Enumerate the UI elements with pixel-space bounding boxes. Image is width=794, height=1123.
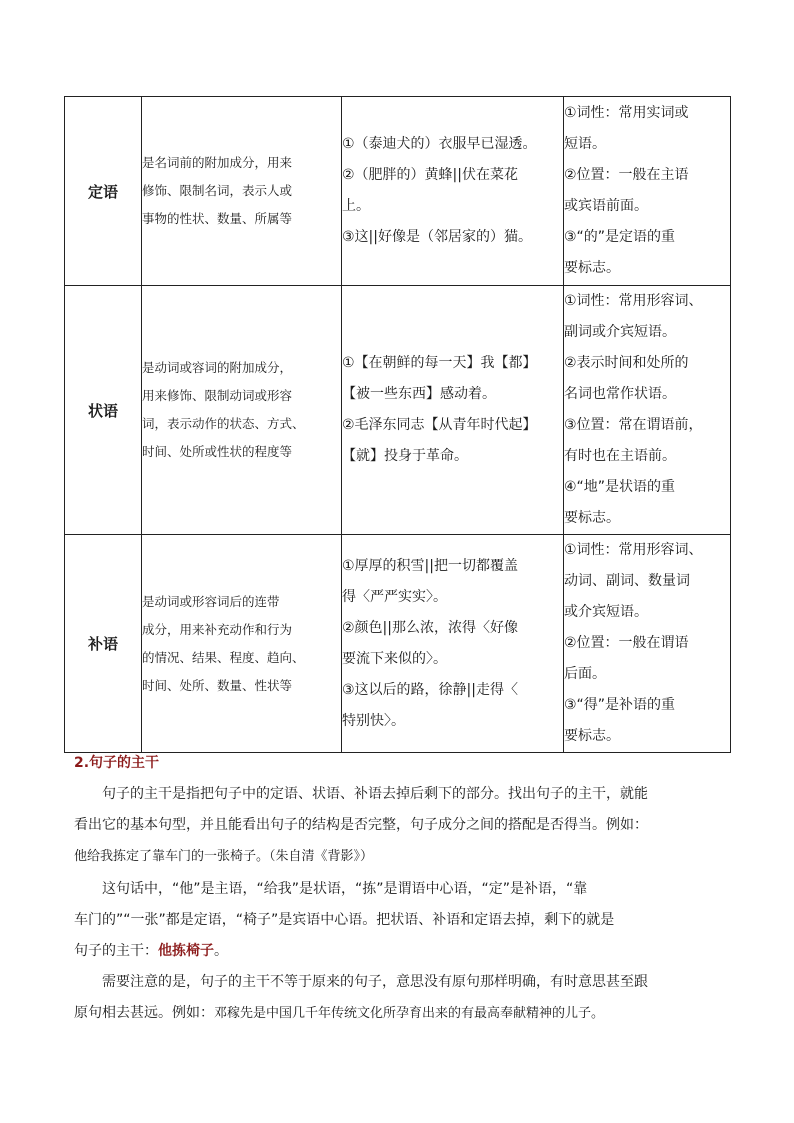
paragraph-line bbox=[74, 936, 724, 967]
definition-line: 时间、处所、数量、性状等 bbox=[142, 677, 293, 693]
section-heading: 2.句子的主干 bbox=[74, 755, 160, 771]
notes-line: ③“得”是补语的重 bbox=[564, 697, 676, 713]
table-row bbox=[65, 97, 731, 286]
example-line: 要流下来似的〉。 bbox=[342, 650, 447, 667]
text-span: 原句相去甚远。例如： bbox=[74, 1005, 214, 1021]
paragraph-line: 车门的”“一张”都是定语，“椅子”是宾语中心语。把状语、补语和定语去掉，剩下的就是 bbox=[74, 912, 615, 928]
term-cell: 状语 bbox=[65, 286, 142, 535]
paragraph bbox=[74, 967, 724, 1029]
definition-line: 是动词或容词的附加成分， bbox=[142, 360, 293, 375]
paragraph bbox=[74, 779, 724, 872]
definition-line: 事物的性状、数量、所属等 bbox=[142, 211, 293, 226]
table-row bbox=[65, 535, 731, 753]
table-row bbox=[65, 286, 731, 535]
notes-line: ③“的”是定语的重 bbox=[564, 229, 676, 245]
paragraph-line: 这句话中，“他”是主语，“给我”是状语，“拣”是谓语中心语，“定”是补语，“靠 bbox=[102, 881, 588, 897]
notes-line: 或宾语前面。 bbox=[564, 198, 648, 214]
example-line: ①厚厚的积雪||把一切都覆盖 bbox=[342, 557, 518, 574]
grammar-table bbox=[64, 96, 731, 753]
notes-line: ①词性：常用实词或 bbox=[564, 105, 689, 121]
notes-line: 要标志。 bbox=[564, 728, 620, 744]
definition-line: 是动词或形容词后的连带 bbox=[142, 593, 280, 609]
example-line: ③这||好像是（邻居家的）猫。 bbox=[342, 229, 532, 245]
notes-line: ②位置：一般在主语 bbox=[564, 167, 689, 183]
notes-line: ①词性：常用形容词、 bbox=[564, 293, 703, 309]
definition-cell bbox=[142, 97, 342, 286]
notes-line: ③位置：常在谓语前， bbox=[564, 417, 703, 433]
notes-cell bbox=[564, 286, 731, 535]
paragraph bbox=[74, 874, 724, 967]
notes-line: ①词性：常用形容词、 bbox=[564, 542, 703, 558]
definition-line: 是名词前的附加成分，用来 bbox=[142, 155, 293, 170]
sentence-trunk-highlight: 他拣椅子 bbox=[158, 943, 214, 959]
example-line: ③这以后的路，徐静||走得〈 bbox=[342, 681, 518, 698]
example-line: 上。 bbox=[342, 198, 370, 214]
notes-cell bbox=[564, 97, 731, 286]
example-line: 【被一些东西】感动着。 bbox=[342, 386, 496, 402]
definition-cell bbox=[142, 535, 342, 753]
example-line: ①【在朝鲜的每一天】我【都】 bbox=[342, 355, 537, 371]
definition-cell bbox=[142, 286, 342, 535]
notes-line: 动词、副词、数量词 bbox=[564, 573, 690, 589]
example-line: 【就】投身于革命。 bbox=[342, 448, 468, 464]
example-quote: 邓稼先是中国几千年传统文化所孕育出来的有最高奉献精神的儿子。 bbox=[214, 1006, 605, 1021]
example-line: ②毛泽东同志【从青年时代起】 bbox=[342, 417, 537, 433]
notes-line: ②表示时间和处所的 bbox=[564, 355, 689, 371]
notes-line: 或介宾短语。 bbox=[564, 604, 648, 620]
notes-line: 要标志。 bbox=[564, 260, 620, 276]
notes-line: 副词或介宾短语。 bbox=[564, 324, 676, 340]
notes-cell bbox=[564, 535, 731, 753]
definition-line: 用来修饰、限制动词或形容 bbox=[142, 388, 293, 403]
definition-line: 时间、处所或性状的程度等 bbox=[142, 444, 293, 459]
notes-line: 名词也常作状语。 bbox=[564, 386, 676, 402]
text-span: 句子的主干： bbox=[74, 943, 158, 959]
paragraph-line: 需要注意的是，句子的主干不等于原来的句子，意思没有原句那样明确，有时意思甚至跟 bbox=[102, 974, 648, 990]
example-quote: 他给我拣定了靠车门的一张椅子。（朱自清《背影》） bbox=[74, 849, 374, 864]
example-cell bbox=[342, 535, 564, 753]
example-cell bbox=[342, 97, 564, 286]
notes-line: ④“地”是状语的重 bbox=[564, 479, 676, 495]
notes-line: 短语。 bbox=[564, 136, 606, 152]
notes-line: 后面。 bbox=[564, 666, 606, 682]
notes-line: 要标志。 bbox=[564, 510, 620, 526]
paragraph-line: 句子的主干是指把句子中的定语、状语、补语去掉后剩下的部分。找出句子的主干，就能 bbox=[102, 786, 648, 802]
term-cell: 定语 bbox=[65, 97, 142, 286]
example-line: ①（泰迪犬的）衣服早已湿透。 bbox=[342, 136, 537, 152]
definition-line: 修饰、限制名词，表示人或 bbox=[142, 183, 293, 198]
paragraph-line bbox=[74, 998, 724, 1029]
example-line: ②（肥胖的）黄蜂||伏在菜花 bbox=[342, 167, 518, 183]
example-line: 得〈严严实实〉。 bbox=[342, 588, 447, 605]
notes-line: 有时也在主语前。 bbox=[564, 448, 676, 464]
paragraph-line: 看出它的基本句型，并且能看出句子的结构是否完整，句子成分之间的搭配是否得当。例如： bbox=[74, 817, 648, 833]
term-cell: 补语 bbox=[65, 535, 142, 753]
example-line: ②颜色||那么浓，浓得〈好像 bbox=[342, 619, 518, 636]
text-span: 。 bbox=[214, 943, 228, 959]
definition-line: 词，表示动作的状态、方式、 bbox=[142, 416, 305, 431]
definition-line: 的情况、结果、程度、趋向、 bbox=[142, 649, 305, 665]
example-cell bbox=[342, 286, 564, 535]
definition-line: 成分，用来补充动作和行为 bbox=[142, 621, 293, 637]
notes-line: ②位置：一般在谓语 bbox=[564, 635, 689, 651]
example-line: 特别快〉。 bbox=[342, 712, 405, 729]
